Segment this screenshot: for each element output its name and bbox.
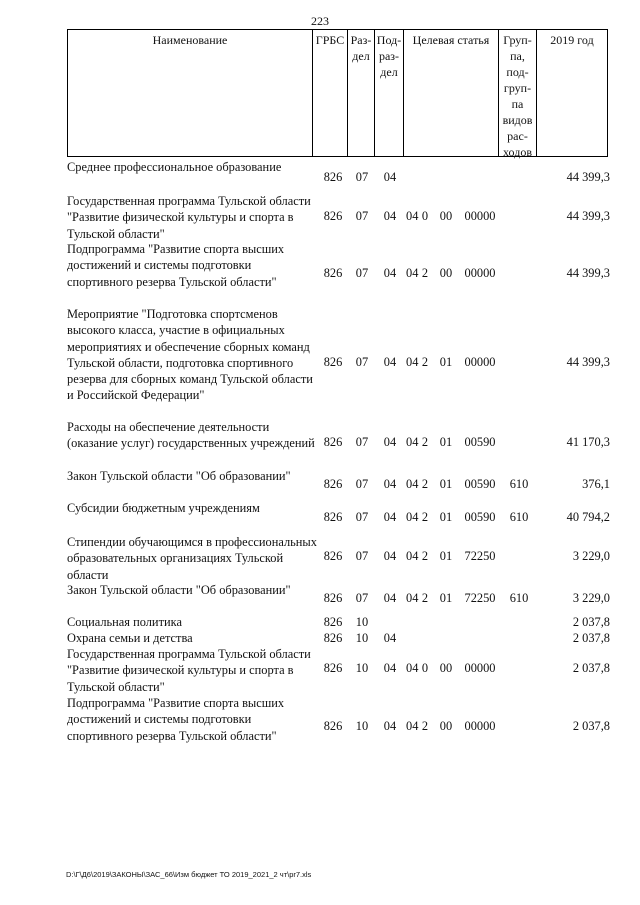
- podrazdel-cell: 04: [383, 170, 397, 184]
- target-event-cell: 01: [439, 591, 453, 605]
- target-subprogram-cell: 0: [421, 661, 429, 675]
- razdel-cell: 07: [355, 549, 369, 563]
- target-direction-cell: 00000: [464, 266, 496, 280]
- razdel-cell: 07: [355, 209, 369, 223]
- target-subprogram-cell: 0: [421, 209, 429, 223]
- target-subprogram-cell: 2: [421, 355, 429, 369]
- target-direction-cell: 00000: [464, 719, 496, 733]
- file-path-footer: D:\Г\Д6\2019\ЗАКОНЫ\ЗАС_66\Изм бюджет ТО 2019_2021_2 чт\pr7.xls: [66, 870, 312, 879]
- target-program-cell: 04: [406, 477, 419, 491]
- target-direction-cell: 00000: [464, 355, 496, 369]
- podrazdel-cell: 04: [383, 631, 397, 645]
- target-event-cell: 00: [439, 719, 453, 733]
- row-name: Государственная программа Тульской области "Развитие физической культуры и спорта в Тульской области": [67, 194, 311, 241]
- razdel-cell: 10: [355, 615, 369, 629]
- sum-2019-cell: 2 037,8: [572, 661, 610, 675]
- sum-2019-cell: 44 399,3: [566, 266, 610, 280]
- razdel-cell: 07: [355, 170, 369, 184]
- target-event-cell: 00: [439, 266, 453, 280]
- grbs-cell: 826: [323, 615, 343, 629]
- razdel-cell: 07: [355, 477, 369, 491]
- expense-group-cell: 610: [509, 591, 529, 605]
- grbs-cell: 826: [323, 170, 343, 184]
- target-event-cell: 01: [439, 510, 453, 524]
- row-name: Закон Тульской области "Об образовании": [67, 469, 291, 483]
- razdel-cell: 07: [355, 591, 369, 605]
- target-program-cell: 04: [406, 719, 419, 733]
- sum-2019-cell: 376,1: [582, 477, 610, 491]
- grbs-cell: 826: [323, 477, 343, 491]
- header-podrazdel: Под- раз- дел: [375, 30, 404, 156]
- razdel-cell: 07: [355, 510, 369, 524]
- header-name: Наименование: [68, 30, 313, 156]
- target-direction-cell: 00590: [464, 477, 496, 491]
- target-subprogram-cell: 2: [421, 719, 429, 733]
- razdel-cell: 10: [355, 719, 369, 733]
- expense-group-cell: 610: [509, 477, 529, 491]
- razdel-cell: 07: [355, 266, 369, 280]
- target-program-cell: 04: [406, 510, 419, 524]
- podrazdel-cell: 04: [383, 435, 397, 449]
- page-number: 223: [311, 14, 329, 28]
- target-program-cell: 04: [406, 549, 419, 563]
- sum-2019-cell: 44 399,3: [566, 170, 610, 184]
- target-direction-cell: 00000: [464, 661, 496, 675]
- sum-2019-cell: 41 170,3: [566, 435, 610, 449]
- target-direction-cell: 72250: [464, 591, 496, 605]
- podrazdel-cell: 04: [383, 477, 397, 491]
- podrazdel-cell: 04: [383, 355, 397, 369]
- razdel-cell: 07: [355, 355, 369, 369]
- razdel-cell: 07: [355, 435, 369, 449]
- target-subprogram-cell: 2: [421, 266, 429, 280]
- target-direction-cell: 00590: [464, 510, 496, 524]
- header-razdel: Раз- дел: [348, 30, 375, 156]
- sum-2019-cell: 2 037,8: [572, 615, 610, 629]
- podrazdel-cell: 04: [383, 591, 397, 605]
- header-target: Целевая статья: [404, 30, 499, 156]
- row-name: Расходы на обеспечение деятельности (оказание услуг) государственных учреждений: [67, 420, 315, 451]
- sum-2019-cell: 44 399,3: [566, 209, 610, 223]
- target-event-cell: 01: [439, 477, 453, 491]
- target-subprogram-cell: 2: [421, 549, 429, 563]
- sum-2019-cell: 3 229,0: [572, 591, 610, 605]
- row-name: Среднее профессиональное образование: [67, 160, 282, 174]
- grbs-cell: 826: [323, 266, 343, 280]
- row-name: Охрана семьи и детства: [67, 631, 193, 645]
- sum-2019-cell: 2 037,8: [572, 719, 610, 733]
- expense-group-cell: 610: [509, 510, 529, 524]
- grbs-cell: 826: [323, 510, 343, 524]
- sum-2019-cell: 44 399,3: [566, 355, 610, 369]
- row-name: Подпрограмма "Развитие спорта высших достижений и системы подготовки спортивного резерва Тульской области": [67, 696, 285, 743]
- target-program-cell: 04: [406, 209, 419, 223]
- grbs-cell: 826: [323, 549, 343, 563]
- grbs-cell: 826: [323, 719, 343, 733]
- sum-2019-cell: 40 794,2: [566, 510, 610, 524]
- table-header: [67, 29, 608, 157]
- row-name: Мероприятие "Подготовка спортсменов высокого класса, участие в официальных мероприятиях и обеспечение сборных команд Тульской области, подготовка спортивного резерва для сборных команд Тульской области и Российской Федерации": [67, 307, 313, 403]
- row-name: Социальная политика: [67, 615, 182, 629]
- podrazdel-cell: 04: [383, 209, 397, 223]
- grbs-cell: 826: [323, 355, 343, 369]
- target-direction-cell: 72250: [464, 549, 496, 563]
- target-program-cell: 04: [406, 435, 419, 449]
- target-event-cell: 01: [439, 435, 453, 449]
- header-year: 2019 год: [550, 33, 594, 47]
- grbs-cell: 826: [323, 661, 343, 675]
- row-name: Закон Тульской области "Об образовании": [67, 583, 291, 597]
- target-program-cell: 04: [406, 591, 419, 605]
- header-grbs: ГРБС: [313, 30, 348, 156]
- podrazdel-cell: 04: [383, 661, 397, 675]
- podrazdel-cell: 04: [383, 510, 397, 524]
- razdel-cell: 10: [355, 661, 369, 675]
- target-program-cell: 04: [406, 266, 419, 280]
- target-direction-cell: 00590: [464, 435, 496, 449]
- row-name: Государственная программа Тульской области "Развитие физической культуры и спорта в Тульской области": [67, 647, 311, 694]
- sum-2019-cell: 2 037,8: [572, 631, 610, 645]
- row-name: Стипендии обучающимся в профессиональных образовательных организациях Тульской области: [67, 535, 317, 582]
- grbs-cell: 826: [323, 591, 343, 605]
- target-event-cell: 00: [439, 661, 453, 675]
- target-subprogram-cell: 2: [421, 591, 429, 605]
- grbs-cell: 826: [323, 435, 343, 449]
- target-program-cell: 04: [406, 355, 419, 369]
- grbs-cell: 826: [323, 631, 343, 645]
- target-subprogram-cell: 2: [421, 510, 429, 524]
- podrazdel-cell: 04: [383, 549, 397, 563]
- target-event-cell: 00: [439, 209, 453, 223]
- sum-2019-cell: 3 229,0: [572, 549, 610, 563]
- row-name: Субсидии бюджетным учреждениям: [67, 501, 260, 515]
- target-direction-cell: 00000: [464, 209, 496, 223]
- razdel-cell: 10: [355, 631, 369, 645]
- target-event-cell: 01: [439, 355, 453, 369]
- row-name: Подпрограмма "Развитие спорта высших достижений и системы подготовки спортивного резерва Тульской области": [67, 242, 285, 289]
- header-group: Груп- па, под- груп- па видов рас- ходов: [499, 30, 537, 156]
- target-event-cell: 01: [439, 549, 453, 563]
- target-subprogram-cell: 2: [421, 477, 429, 491]
- grbs-cell: 826: [323, 209, 343, 223]
- podrazdel-cell: 04: [383, 266, 397, 280]
- podrazdel-cell: 04: [383, 719, 397, 733]
- target-program-cell: 04: [406, 661, 419, 675]
- target-subprogram-cell: 2: [421, 435, 429, 449]
